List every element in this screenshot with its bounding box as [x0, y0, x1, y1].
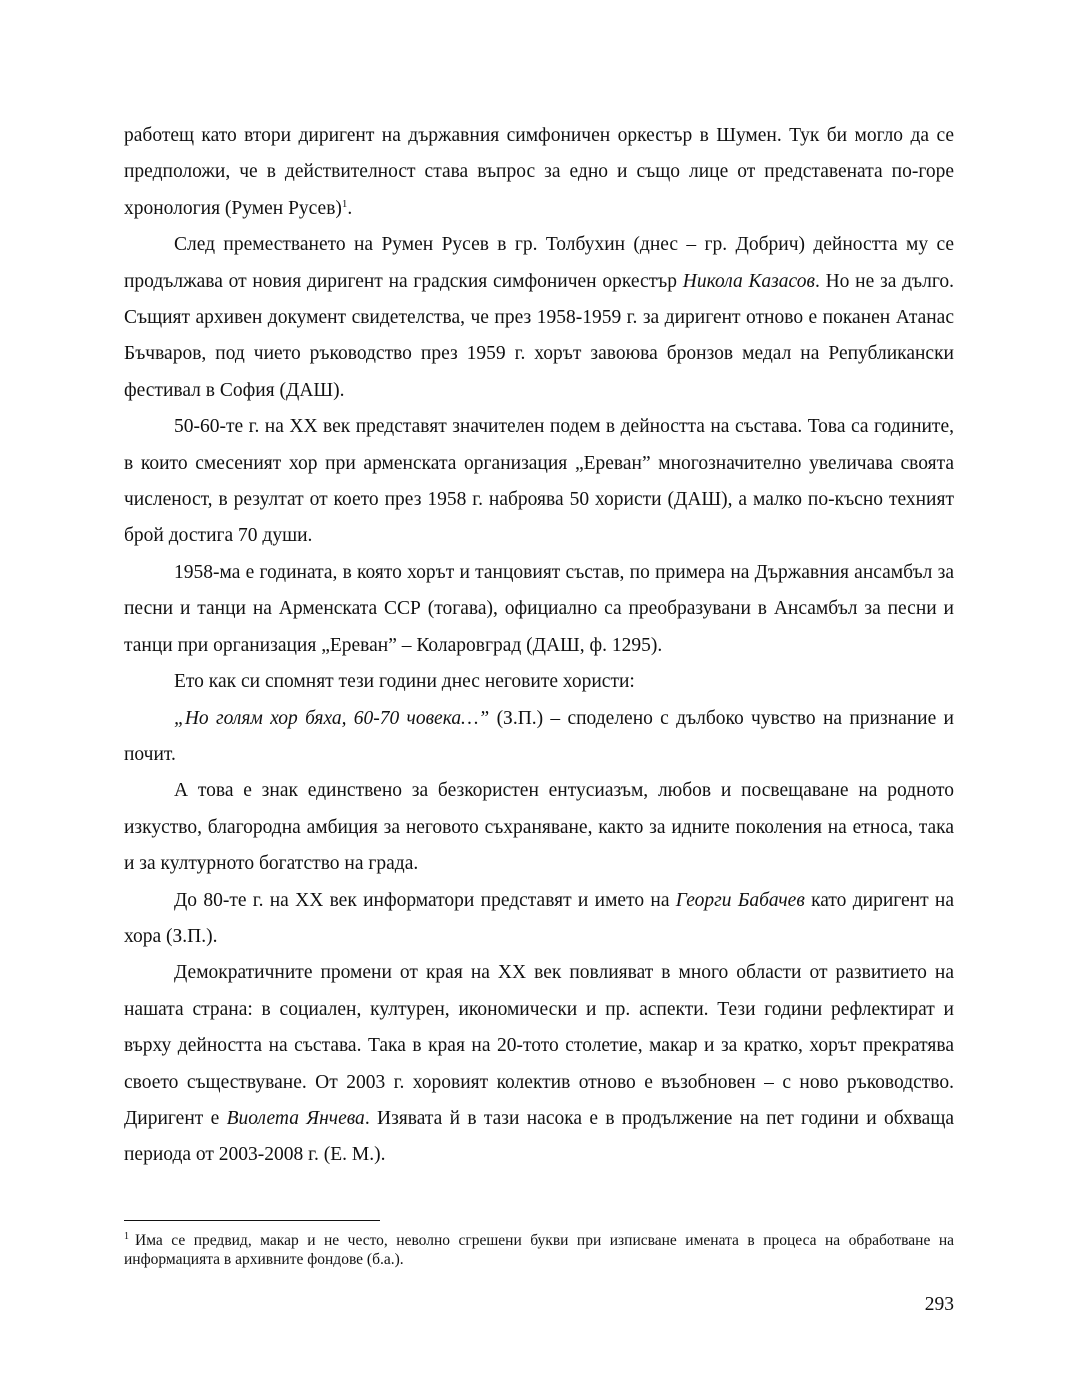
footnote-text: Има се предвид, макар и не често, неволно сгрешени букви при изписване имената в процеса на обработване на информацията в архивните фондове (б.а.).: [124, 1232, 954, 1268]
italic-text: Георги Бабачев: [675, 889, 805, 911]
paragraph-text: .: [347, 197, 353, 219]
paragraph: [124, 883, 954, 956]
paragraph: [124, 409, 954, 555]
paragraph-text: . Но не за дълго. Същият архивен документ свидетелства, че през 1958-1959 г. за диригент отново е поканен Атанас Бъчваров, под чието ръководство през 1959 г. хорът завоюва бронзов медал на Републикански фестивал в София (ДАШ).: [124, 270, 954, 401]
paragraph: [124, 227, 954, 409]
paragraph: [124, 118, 954, 227]
footnote-separator: [124, 1220, 380, 1221]
paragraph-text: . Изявата й в тази насока е в продължение на пет години и обхваща периода от 2003-2008 г. (Е. М.).: [124, 1107, 954, 1166]
italic-text: Виолета Янчева: [226, 1107, 365, 1129]
paragraph-text: 50-60-те г. на ХХ век представят значителен подем в дейността на състава. Това са годините, в които смесеният хор при арменската организация „Ереван” многозначително увеличава своята численост, в резултат от което през 1958 г. наброява 50 хористи (ДАШ), а малко по-късно техният брой достига 70 души.: [124, 416, 954, 547]
paragraph-text: работещ като втори диригент на държавния симфоничен оркестър в Шумен. Тук би могло да се предположи, че в действителност става въпрос за едно и също лице от представената по-горе хронология (Румен Русев): [124, 125, 954, 219]
paragraph-text: (З.П.) – споделено с дълбоко чувство на признание и почит.: [124, 707, 954, 765]
paragraph-text: като диригент на хора (З.П.).: [124, 889, 954, 947]
paragraph-text: До 80-те г. на ХХ век информатори представят и името на: [174, 889, 676, 911]
italic-text: „Но голям хор бяха, 60-70 човека…”: [174, 707, 490, 729]
paragraph: [124, 773, 954, 882]
paragraph: [124, 555, 954, 664]
footnote: [124, 1231, 954, 1269]
main-text: [124, 118, 954, 1174]
paragraph: [124, 955, 954, 1173]
footnote-marker: 1: [124, 1231, 129, 1242]
paragraph-text: 1958-ма е годината, в която хорът и танцовият състав, по примера на Държавния ансамбъл за песни и танци на Арменската ССР (тогава), официално са преобразувани в Ансамбъл за песни и танци при организация „Ереван” – Коларовград (ДАШ, ф. 1295).: [124, 561, 954, 656]
paragraph-text: А това е знак единствено за безкористен ентусиазъм, любов и посвещаване на родното изкуство, благородна амбиция за неговото съхраняване, както за идните поколения на етноса, така и за културното богатство на града.: [124, 780, 954, 875]
paragraph-text: Демократичните промени от края на ХХ век повлияват в много области от развитието на нашата страна: в социален, културен, икономически и пр. аспекти. Тези години рефлектират и върху дейността на състава. Така в края на 20-тото столетие, макар и за кратко, хорът прекратява своето съществуване. От 2003 г. хоровият колектив отново е възобновен – с ново ръководство. Диригент е: [124, 962, 954, 1129]
paragraph-text: Ето как си спомнят тези години днес неговите хористи:: [174, 671, 635, 693]
italic-text: Никола Казасов: [682, 270, 815, 292]
paragraph-text: След преместването на Румен Русев в гр. Толбухин (днес – гр. Добрич) дейността му се продължава от новия диригент на градския симфоничен оркестър: [124, 234, 954, 292]
paragraph: [124, 701, 954, 774]
page-number: 293: [924, 1294, 954, 1315]
paragraph: [124, 664, 954, 700]
footnote-reference: 1: [341, 197, 348, 210]
